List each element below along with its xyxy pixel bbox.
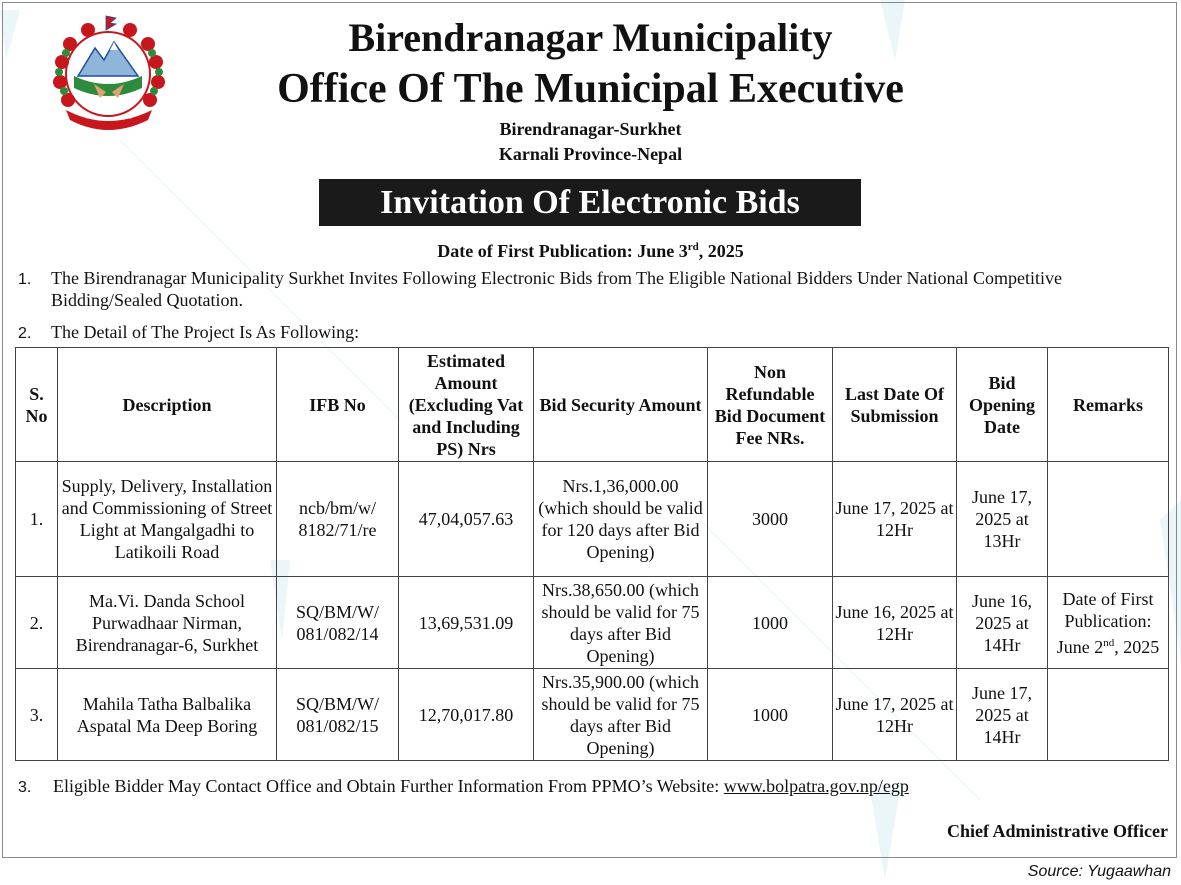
point-3-text: Eligible Bidder May Contact Office and Obtain Further Information From PPMO’s Website: www.bolpatra.gov.np/egp	[53, 776, 909, 796]
cell-fee: 1000	[708, 669, 833, 761]
table-row	[16, 577, 1169, 669]
cell-remarks	[1048, 462, 1169, 577]
cell-estimate: 47,04,057.63	[399, 462, 534, 577]
header-opening: Bid Opening Date	[957, 348, 1048, 462]
cell-fee: 1000	[708, 577, 833, 669]
municipality-title: Birendranagar Municipality	[348, 15, 833, 60]
cell-last-date: June 16, 2025 at 12Hr	[833, 577, 957, 669]
point-2-number: 2.	[18, 325, 32, 342]
cell-opening: June 16, 2025 at 14Hr	[957, 577, 1048, 669]
cell-remarks	[1048, 669, 1169, 761]
point-2-text: The Detail of The Project Is As Following:	[51, 322, 360, 342]
signature-title: Chief Administrative Officer	[947, 821, 1168, 841]
header-ifb: IFB No	[277, 348, 399, 462]
ppmo-website-link[interactable]: www.bolpatra.gov.np/egp	[723, 776, 909, 796]
svg-text:~ ~ ~ ~ ~ ~ ~: ~ ~ ~ ~ ~ ~ ~	[85, 115, 133, 122]
cell-opening: June 17, 2025 at 13Hr	[957, 462, 1048, 577]
cell-security: Nrs.35,900.00 (which should be valid for 75 days after Bid Opening)	[534, 669, 708, 761]
office-title: Office Of The Municipal Executive	[277, 66, 904, 112]
cell-ifb: SQ/BM/W/ 081/082/15	[277, 669, 399, 761]
invitation-banner: Invitation Of Electronic Bids	[319, 179, 861, 226]
cell-security: Nrs.38,650.00 (which should be valid for 75 days after Bid Opening)	[534, 577, 708, 669]
cell-sno: 3.	[16, 669, 58, 761]
header-last-date: Last Date Of Submission	[833, 348, 957, 462]
cell-remarks: Date of First Publication: June 2nd, 2025	[1048, 577, 1169, 669]
header-sno: S. No	[16, 348, 58, 462]
table-row	[16, 462, 1169, 577]
cell-fee: 3000	[708, 462, 833, 577]
cell-estimate: 13,69,531.09	[399, 577, 534, 669]
cell-last-date: June 17, 2025 at 12Hr	[833, 669, 957, 761]
cell-description: Mahila Tatha Balbalika Aspatal Ma Deep Boring	[58, 669, 277, 761]
publication-date: Date of First Publication: June 3rd, 2025	[437, 241, 744, 261]
cell-sno: 1.	[16, 462, 58, 577]
cell-sno: 2.	[16, 577, 58, 669]
table-row	[16, 669, 1169, 761]
cell-ifb: ncb/bm/w/ 8182/71/re	[277, 462, 399, 577]
cell-security: Nrs.1,36,000.00 (which should be valid for 120 days after Bid Opening)	[534, 462, 708, 577]
cell-description: Supply, Delivery, Installation and Commissioning of Street Light at Mangalgadhi to Latikoili Road	[58, 462, 277, 577]
address-line-2: Karnali Province-Nepal	[498, 144, 683, 164]
header-estimate: Estimated Amount (Excluding Vat and Including PS) Nrs	[399, 348, 534, 462]
cell-opening: June 17, 2025 at 14Hr	[957, 669, 1048, 761]
address-line-1: Birendranagar-Surkhet	[499, 119, 682, 139]
header-security: Bid Security Amount	[534, 348, 708, 462]
point-1-text: The Birendranagar Municipality Surkhet Invites Following Electronic Bids from The Eligible National Bidders Under National Competitive Bidding/Sealed Quotation.	[51, 268, 1062, 310]
header-description: Description	[58, 348, 277, 462]
cell-description: Ma.Vi. Danda School Purwadhaar Nirman, Birendranagar-6, Surkhet	[58, 577, 277, 669]
cell-estimate: 12,70,017.80	[399, 669, 534, 761]
header-remarks: Remarks	[1048, 348, 1169, 462]
point-1-number: 1.	[18, 271, 32, 288]
table-header-row	[16, 348, 1169, 462]
cell-last-date: June 17, 2025 at 12Hr	[833, 462, 957, 577]
source-credit: Source: Yugaawhan	[1027, 863, 1171, 880]
header-fee: Non Refundable Bid Document Fee NRs.	[708, 348, 833, 462]
cell-ifb: SQ/BM/W/ 081/082/14	[277, 577, 399, 669]
bids-table	[15, 347, 1169, 761]
point-3-number: 3.	[18, 779, 32, 796]
